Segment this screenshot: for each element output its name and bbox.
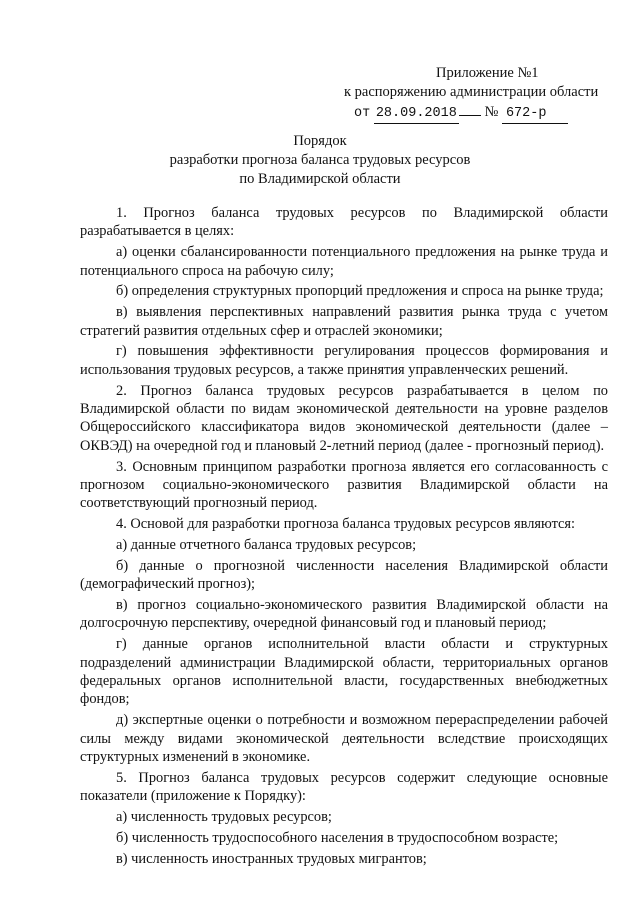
- paragraph: б) данные о прогнозной численности населения Владимирской области (демографический прогноз);: [80, 557, 608, 593]
- paragraph: г) данные органов исполнительной власти области и структурных подразделений администрации Владимирской области, территориальных органов федеральных органов исполнительной власти, государственных внебюджетных фондов;: [80, 636, 608, 708]
- paragraph: г) повышения эффективности регулирования процессов формирования и использования трудовых ресурсов, а также принятия управленческих решений.: [80, 343, 608, 378]
- date-underline: [459, 115, 481, 116]
- paragraph: в) выявления перспективных направлений развития рынка труда с учетом стратегий развития отдельных сфер и отраслей экономики;: [80, 304, 608, 339]
- paragraph: б) численность трудоспособного населения в трудоспособном возрасте;: [116, 829, 559, 846]
- paragraph: 5. Прогноз баланса трудовых ресурсов содержит следующие основные показатели (приложение к Порядку):: [80, 769, 608, 805]
- document-body: [80, 204, 608, 870]
- order-number: 672-р: [502, 104, 568, 124]
- paragraph: 1. Прогноз баланса трудовых ресурсов по Владимирской области разрабатывается в целях:: [80, 205, 608, 240]
- order-date-number: [330, 103, 610, 124]
- paragraph: а) численность трудовых ресурсов;: [116, 809, 332, 826]
- order-reference: к распоряжению администрации области: [344, 84, 599, 100]
- paragraph: в) численность иностранных трудовых мигрантов;: [116, 850, 427, 867]
- approval-stamp: [330, 64, 610, 124]
- paragraph: б) определения структурных пропорций предложения и спроса на рынке труда;: [116, 283, 604, 300]
- paragraph: 4. Основой для разработки прогноза баланса трудовых ресурсов являются:: [116, 516, 576, 533]
- paragraph: 2. Прогноз баланса трудовых ресурсов разрабатывается в целом по Владимирской области по видам экономической деятельности на уровне разделов Общероссийского классификатора видов экономической деятельности (далее – ОКВЭД) на очередной год и плановый 2-летний период (далее - прогнозный период).: [80, 382, 608, 454]
- paragraph: 3. Основным принципом разработки прогноза является его согласованность с прогнозом социально-экономического развития Владимирской области на соответствующий прогнозный период.: [80, 458, 608, 512]
- title-line-1: Порядок: [293, 133, 347, 149]
- paragraph: д) экспертные оценки о потребности и возможном перераспределении рабочей силы между видами экономической деятельности вследствие происходящих структурных изменений в экономике.: [80, 712, 608, 766]
- paragraph: в) прогноз социально-экономического развития Владимирской области на долгосрочную перспективу, очередной финансовый год и плановый период;: [80, 597, 608, 632]
- appendix-label: Приложение №1: [436, 65, 539, 81]
- number-label: №: [484, 104, 499, 120]
- order-date: 28.09.2018: [374, 104, 459, 124]
- paragraph: а) оценки сбалансированности потенциального предложения на рынке труда и потенциального спроса на рабочую силу;: [80, 244, 608, 279]
- from-label: от: [354, 106, 371, 121]
- title-line-2: разработки прогноза баланса трудовых ресурсов: [169, 152, 471, 168]
- title-line-3: по Владимирской области: [239, 171, 401, 187]
- document-title: [0, 132, 640, 189]
- paragraph: а) данные отчетного баланса трудовых ресурсов;: [116, 537, 417, 554]
